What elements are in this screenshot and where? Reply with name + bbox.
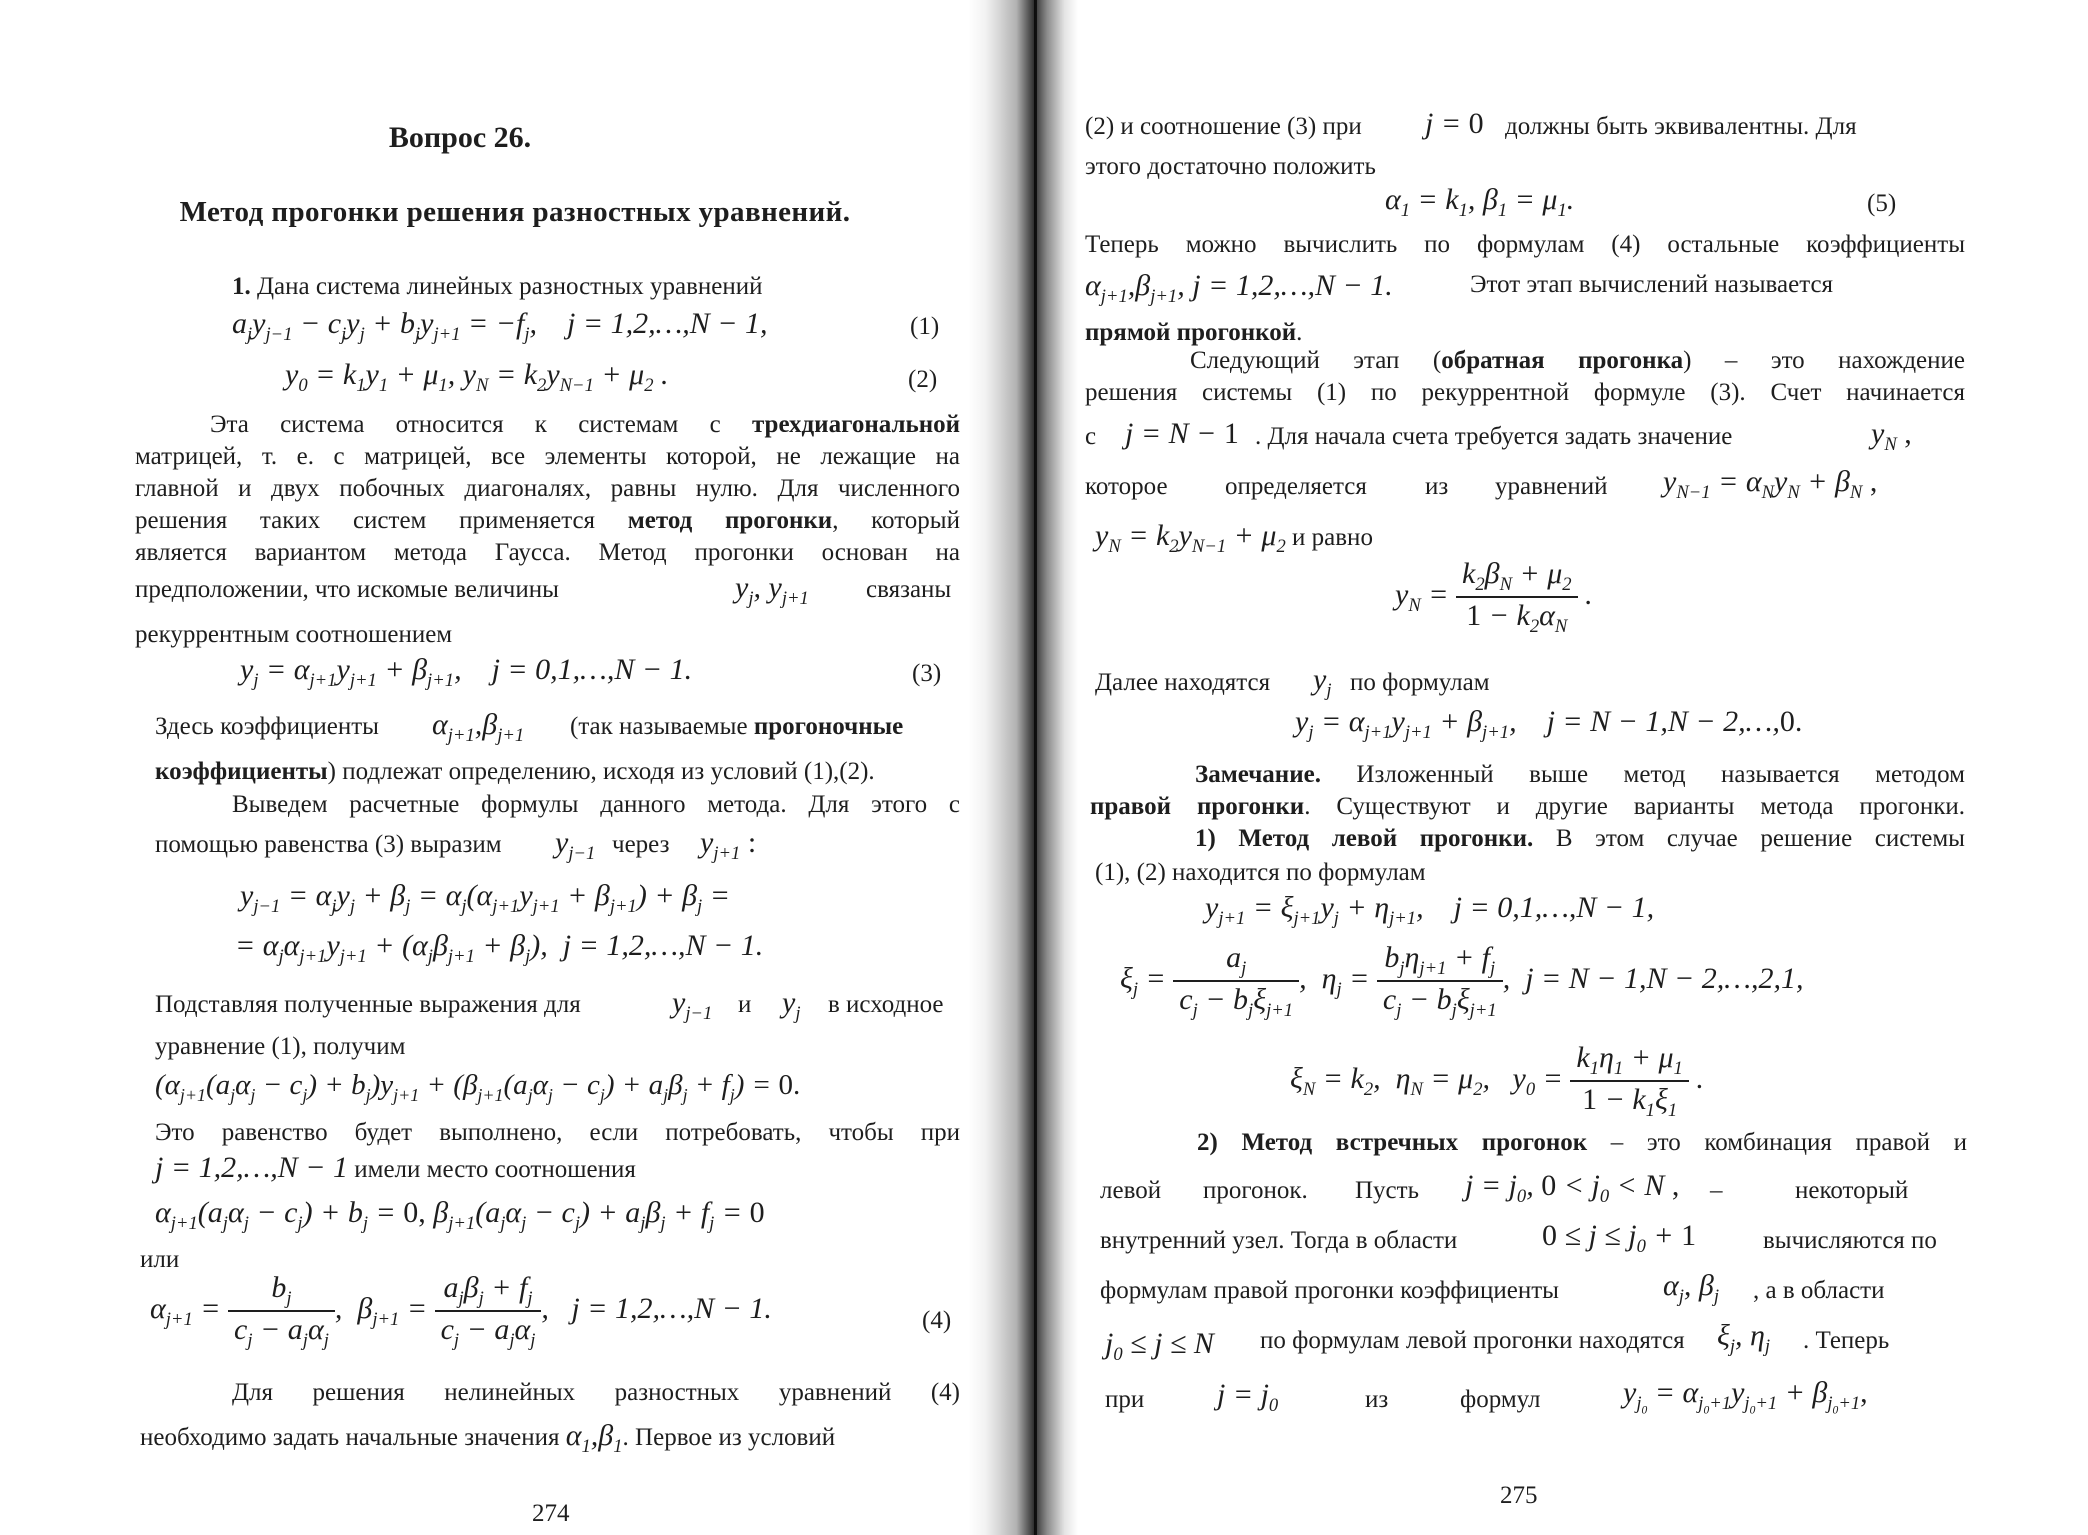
text-line: формулам правой прогонки коэффициенты [1100, 1277, 1559, 1304]
inline-math: $\alpha_{j+1},\beta_{j+1}$ [432, 708, 525, 746]
text-line: решения системы (1) по рекуррентной формуле (3). Счет начинается [1085, 379, 1965, 406]
text-line: левой [1100, 1177, 1162, 1204]
text-line: (1), (2) находится по формулам [1095, 859, 1426, 886]
text-line: или [140, 1246, 180, 1273]
right-page [1045, 0, 2088, 1535]
text-line: этого достаточно положить [1085, 153, 1376, 180]
text-line: j = 1,2,…,N − 1 имели место соотношения [155, 1151, 636, 1184]
equation-number-5: (5) [1867, 190, 1897, 217]
yn-formula: $y_N$ = $\frac{k_2\beta_N + \mu_2}{1 - k_2\alpha_N}$ . [1395, 557, 1593, 638]
page-number: 274 [532, 1500, 570, 1527]
text-line: по формулам [1350, 669, 1490, 696]
text-line: через [612, 831, 670, 858]
text-line: должны быть эквивалентны. Для [1505, 113, 1857, 140]
text-line: 1) Метод левой прогонки. В этом случае решение системы [1195, 825, 1965, 852]
text-line: необходимо задать начальные значения $\alpha_1,\beta_1$. Первое из условий [140, 1419, 836, 1457]
inline-math: $\xi_j$, $\eta_j$ [1717, 1319, 1771, 1357]
inline-math: $j = j_0$ [1217, 1378, 1279, 1416]
conditions-equation: $\alpha_{j+1}(a_j\alpha_j - c_j) + b_j = 0$, $\beta_{j+1}(a_j\alpha_j - c_j) + a_j\beta_j + f_j = 0$ [155, 1196, 765, 1234]
text-line: Замечание. Изложенный выше метод называется методом [1195, 761, 1965, 788]
equation-5: $\alpha_1 = k_1$, $\beta_1 = \mu_1$. [1385, 183, 1575, 221]
inline-math: j = N − 1 [1125, 417, 1239, 450]
equation-number-4: (4) [922, 1307, 952, 1334]
equation-substituted: $(\alpha_{j+1}(a_j\alpha_j - c_j) + b_j)y_{j+1} + (\beta_{j+1}(a_j\alpha_j - c_j) + a_j\beta_j + f_j) = 0$. [155, 1069, 801, 1105]
text-line: которое [1085, 473, 1168, 500]
book-gutter-shadow [968, 0, 1078, 1535]
section-title: Метод прогонки решения разностных уравнений. [179, 196, 851, 228]
equation-3: $y_j = \alpha_{j+1}y_{j+1} + \beta_{j+1}$, j = 0,1,…,N − 1. [240, 653, 693, 691]
text-line: 2) Метод встречных прогонок – это комбинация правой и [1197, 1129, 1967, 1156]
paragraph-1-line: 1. Дана система линейных разностных уравнений [232, 273, 763, 300]
text-line: . Для начала счета требуется задать значение [1255, 423, 1733, 450]
text-line: Этот этап вычислений называется [1470, 271, 1834, 298]
inline-math: $y_{j_0} = \alpha_{j_0+1}y_{j_0+1} + \beta_{j_0+1}$, [1623, 1376, 1868, 1417]
text-line: $\alpha_{j+1},\beta_{j+1}$, j = 1,2,…,N − 1. [1085, 269, 1393, 307]
text-line: Теперь можно вычислить по формулам (4) остальные коэффициенты [1085, 231, 1965, 258]
left-sweep-formula-1: $y_{j+1} = \xi_{j+1}y_j + \eta_{j+1}$, j = 0,1,…,N − 1, [1205, 891, 1655, 929]
inline-math: $y_{N-1} = \alpha_Ny_N + \beta_N$ , [1663, 465, 1878, 503]
text-line: предположении, что искомые величины [135, 576, 559, 603]
inline-math: $y_j$ [1313, 663, 1332, 701]
equation-1: $a_jy_{j-1} - c_jy_j + b_jy_{j+1} = -f_j$, j = 1,2,…,N − 1, [232, 307, 768, 345]
text-line: в исходное [828, 991, 944, 1018]
text-line: главной и двух побочных диагоналях, равны нулю. Для численного [135, 475, 960, 502]
inline-math: $0 \le j \le j_0 + 1$ [1542, 1219, 1697, 1257]
text-line: матрицей, т. е. с матрицей, все элементы которой, не лежащие на [135, 443, 960, 470]
text-line: по формулам левой прогонки находятся [1260, 1327, 1685, 1354]
back-substitution-formula: $y_j = \alpha_{j+1}y_{j+1} + \beta_{j+1}$, j = N − 1,N − 2,…,0. [1295, 705, 1803, 743]
equation-number-3: (3) [912, 660, 942, 687]
equation-number-2: (2) [908, 366, 938, 393]
equation-4: $\alpha_{j+1}$ = $\frac{b_j}{c_j - a_j\alpha_j}$ , $\beta_{j+1}$ = $\frac{a_j\beta_j + f_j}{c_j - a_j\alpha_j}$ , j = 1,2,…,N − 1. [150, 1271, 772, 1352]
inline-math: $y_{j+1}$ : [700, 826, 757, 864]
text-line: и [738, 991, 752, 1018]
derivation-line-1: $y_{j-1} = \alpha_jy_j + \beta_j = \alpha_j(\alpha_{j+1}y_{j+1} + \beta_{j+1}) + \beta_j$ = [240, 879, 730, 917]
page-number: 275 [1500, 1482, 1538, 1509]
equation-number-1: (1) [910, 313, 940, 340]
text-line: правой прогонки. Существуют и другие варианты метода прогонки. [1090, 793, 1966, 820]
text-line: уравнение (1), получим [155, 1033, 406, 1060]
text-line: с [1085, 423, 1097, 450]
question-heading: Вопрос 26. [388, 121, 532, 154]
inline-math: $\alpha_j$, $\beta_j$ [1663, 1269, 1720, 1307]
text-line: Это равенство будет выполнено, если потребовать, чтобы при [155, 1119, 960, 1146]
inline-math: $y_{j-1}$ [555, 826, 596, 864]
inline-math: $y_j$, $y_{j+1}$ [735, 571, 809, 609]
text-line: Выведем расчетные формулы данного метода. Для этого с [232, 791, 960, 818]
text-line: при [1105, 1386, 1145, 1413]
text-line: рекуррентным соотношением [135, 621, 453, 648]
equation-2: $y_0 = k_1y_1 + \mu_1$, $y_N = k_2y_{N-1} + \mu_2$ . [285, 358, 669, 396]
text-line: Подставляя полученные выражения для [155, 991, 581, 1018]
inline-math: $y_N$ , [1871, 417, 1912, 455]
text-line: помощью равенства (3) выразим [155, 831, 502, 858]
text-line: (так называемые прогоночные [570, 713, 904, 740]
text-line: $j_0 \le j \le N$ [1105, 1327, 1214, 1365]
book-spine-line [1034, 0, 1037, 1535]
text-line: уравнений [1495, 473, 1608, 500]
left-sweep-formula-2: $\xi_j$ = $\frac{a_j}{c_j - b_j\xi_{j+1}}$ , $\eta_j$ = $\frac{b_j\eta_{j+1} + f_j}{c_j - b_j\xi_{j+1}}$ , j = N − 1,N − 2,…,2,1, [1120, 941, 1804, 1022]
inline-math: $y_{j-1}$ [672, 986, 713, 1024]
text-line: , а в области [1753, 1277, 1885, 1304]
text-line: $y_N = k_2y_{N-1} + \mu_2$ и равно [1095, 519, 1373, 557]
text-line: Далее находятся [1095, 669, 1271, 696]
text-line: определяется [1225, 473, 1367, 500]
inline-math: j = 0 [1425, 107, 1484, 140]
text-line: (2) и соотношение (3) при [1085, 113, 1362, 140]
text-line: прогонок. [1203, 1177, 1308, 1204]
text-line: формул [1460, 1386, 1541, 1413]
text-line: из [1425, 473, 1449, 500]
inline-math: $j = j_0$, $0 < j_0 < N$ , [1465, 1169, 1680, 1207]
left-sweep-formula-3: $\xi_N = k_2$, $\eta_N = \mu_2$, $y_0$ = $\frac{k_1\eta_1 + \mu_1}{1 - k_1\xi_1}$ . [1290, 1041, 1704, 1122]
inline-math: $y_j$ [782, 986, 801, 1024]
derivation-line-2: = $\alpha_j\alpha_{j+1}y_{j+1} + (\alpha_j\beta_{j+1} + \beta_j)$, j = 1,2,…,N − 1. [235, 929, 764, 967]
text-line: . Теперь [1803, 1327, 1890, 1354]
text-line: является вариантом метода Гаусса. Метод прогонки основан на [135, 539, 960, 566]
text-line: Пусть [1355, 1177, 1419, 1204]
text-line: Эта система относится к системам с трехдиагональной [210, 411, 960, 438]
text-line: Здесь коэффициенты [155, 713, 379, 740]
text-line: из [1365, 1386, 1389, 1413]
text-line: Для решения нелинейных разностных уравнений (4) [232, 1379, 960, 1406]
text-line: коэффициенты) подлежат определению, исходя из условий (1),(2). [155, 758, 875, 785]
text-line: прямой прогонкой. [1085, 319, 1303, 346]
text-line: решения таких систем применяется метод прогонки, который [135, 507, 960, 534]
text-line: Следующий этап (обратная прогонка) – это нахождение [1190, 347, 1965, 374]
text-line: внутренний узел. Тогда в области [1100, 1227, 1458, 1254]
text-line: некоторый [1795, 1177, 1909, 1204]
text-line: – [1710, 1177, 1723, 1204]
text-line: связаны [866, 576, 952, 603]
text-line: вычисляются по [1763, 1227, 1937, 1254]
